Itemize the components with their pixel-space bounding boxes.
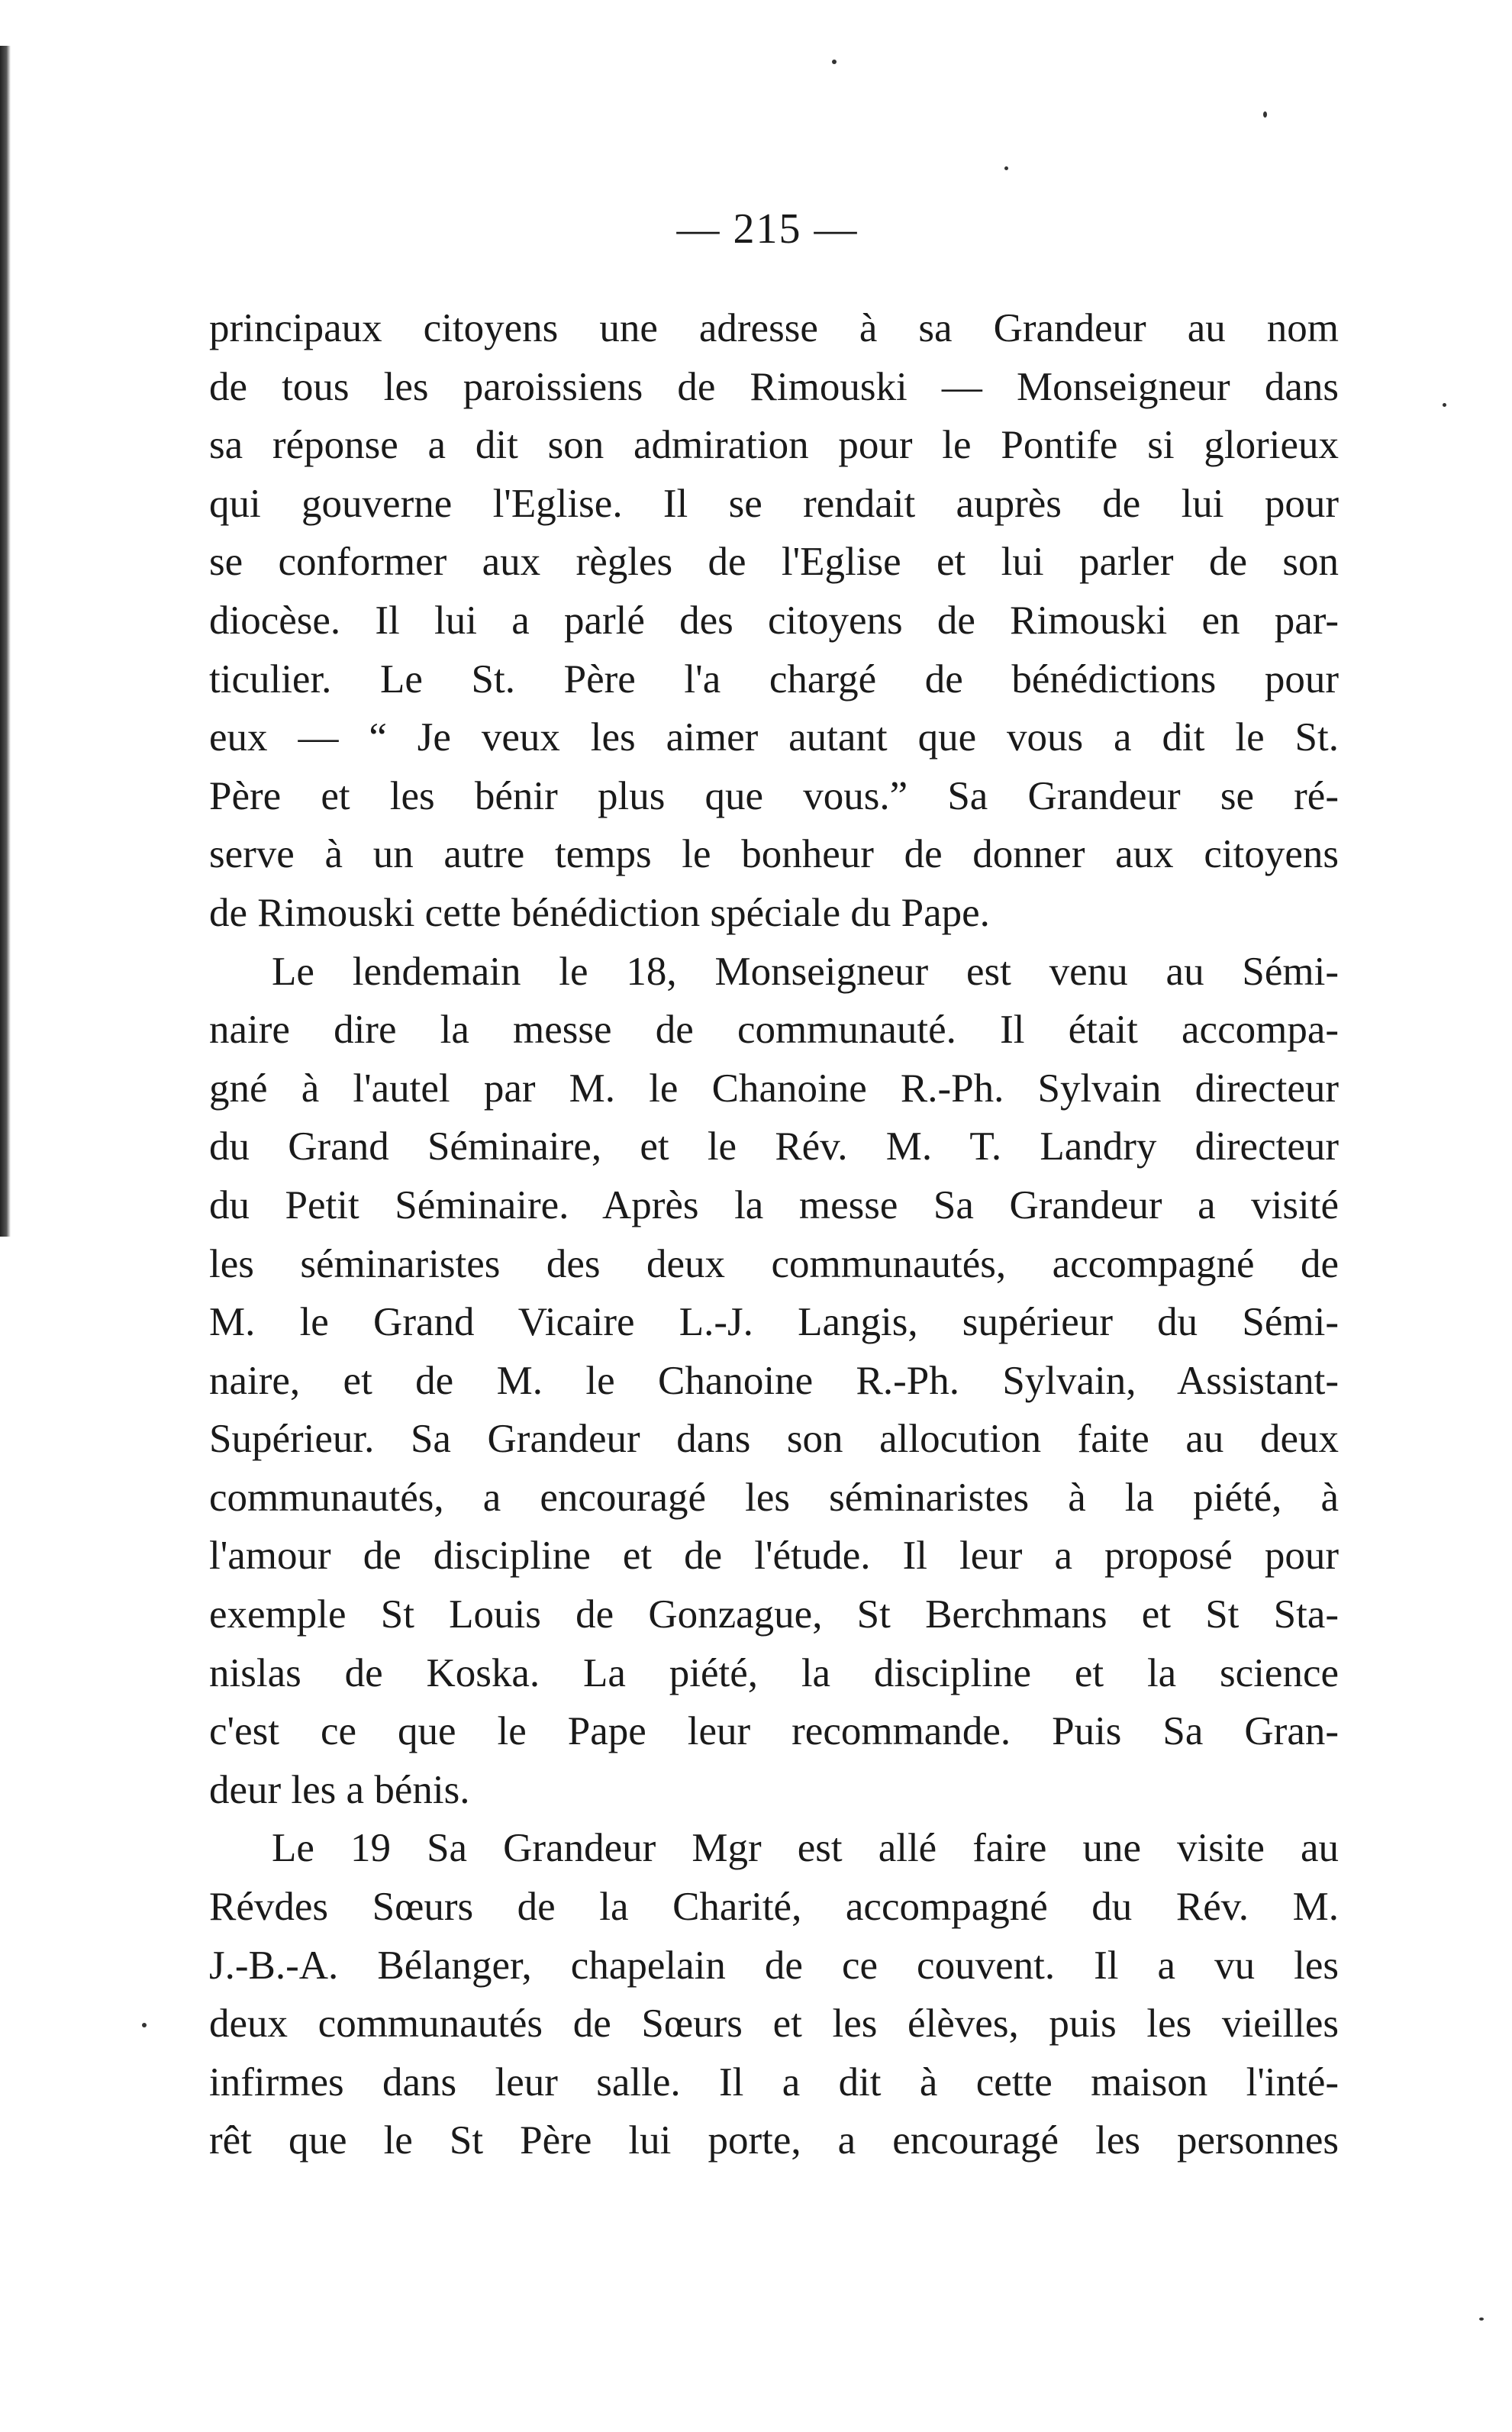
paper-speck — [142, 2023, 147, 2027]
text-line: naire dire la messe de communauté. Il était accompa- — [209, 1008, 1339, 1053]
text-line: deux communautés de Sœurs et les élèves, puis les vieilles — [209, 2001, 1339, 2047]
text-line: les séminaristes des deux communautés, accompagné de — [209, 1241, 1339, 1286]
text-line: c'est ce que le Pape leur recommande. Puis Sa Gran- — [209, 1709, 1339, 1754]
text-line: principaux citoyens une adresse à sa Grandeur au nom — [209, 306, 1339, 350]
text-line: de Rimouski cette bénédiction spéciale du Pape. — [209, 890, 990, 935]
text-line: Supérieur. Sa Grandeur dans son allocution faite au deux — [209, 1417, 1339, 1462]
text-line: ticulier. Le St. Père l'a chargé de bénédictions pour — [209, 656, 1339, 702]
text-line: eux — “ Je veux les aimer autant que vous a dit le St. — [209, 715, 1339, 760]
text-line: gné à l'autel par M. le Chanoine R.-Ph. Sylvain directeur — [209, 1066, 1339, 1111]
text-line: Révdes Sœurs de la Charité, accompagné du Rév. M. — [209, 1885, 1339, 1930]
text-line: Père et les bénir plus que vous.” Sa Grandeur se ré- — [209, 773, 1339, 818]
text-line: nislas de Koska. La piété, la discipline et la science — [209, 1650, 1339, 1695]
paper-speck — [832, 60, 837, 64]
text-line: du Grand Séminaire, et le Rév. M. T. Landry directeur — [209, 1124, 1339, 1169]
text-line: deur les a bénis. — [209, 1767, 470, 1812]
text-line: du Petit Séminaire. Après la messe Sa Grandeur a visité — [209, 1182, 1339, 1227]
paper-speck — [1443, 403, 1446, 407]
text-line: l'amour de discipline et de l'étude. Il leur a proposé pour — [209, 1534, 1339, 1579]
text-line: naire, et de M. le Chanoine R.-Ph. Sylvain, Assistant- — [209, 1358, 1339, 1403]
paragraph-start-line: Le lendemain le 18, Monseigneur est venu au Sémi- — [272, 949, 1339, 994]
text-line: serve à un autre temps le bonheur de donner aux citoyens — [209, 832, 1339, 877]
text-line: infirmes dans leur salle. Il a dit à cette maison l'inté- — [209, 2059, 1339, 2105]
text-line: sa réponse a dit son admiration pour le Pontife si glorieux — [209, 423, 1339, 468]
paper-speck — [1479, 2317, 1484, 2321]
text-line: J.-B.-A. Bélanger, chapelain de ce couvent. Il a vu les — [209, 1943, 1339, 1988]
text-line: diocèse. Il lui a parlé des citoyens de Rimouski en par- — [209, 598, 1339, 643]
text-line: exemple St Louis de Gonzague, St Berchmans et St Sta- — [209, 1592, 1339, 1637]
text-line: se conformer aux règles de l'Eglise et lui parler de son — [209, 540, 1339, 585]
paper-speck — [1004, 166, 1008, 170]
text-line: rêt que le St Père lui porte, a encouragé les personnes — [209, 2118, 1339, 2163]
text-line: communautés, a encouragé les séminaristes à la piété, à — [209, 1475, 1339, 1520]
page-number: — 215 — — [676, 205, 859, 253]
text-line: M. le Grand Vicaire L.-J. Langis, supérieur du Sémi- — [209, 1300, 1339, 1345]
body-text — [209, 299, 1339, 2170]
paragraph-start-line: Le 19 Sa Grandeur Mgr est allé faire une visite au — [272, 1826, 1339, 1871]
text-line: de tous les paroissiens de Rimouski — Monseigneur dans — [209, 364, 1339, 409]
text-line: qui gouverne l'Eglise. Il se rendait auprès de lui pour — [209, 481, 1339, 526]
paper-speck — [1263, 111, 1267, 118]
